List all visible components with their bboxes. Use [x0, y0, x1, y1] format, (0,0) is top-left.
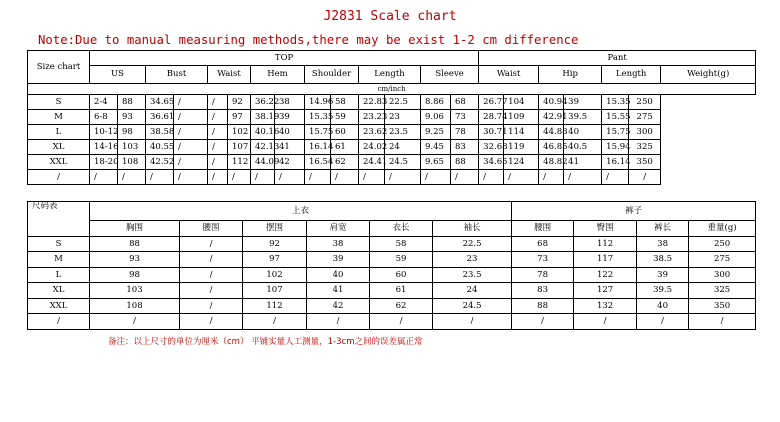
- section-header-row: [28, 51, 756, 66]
- value-cell: 103: [118, 140, 146, 155]
- value-cell: /: [174, 95, 208, 110]
- header-bust: Bust: [146, 66, 208, 84]
- unit-label: cm/inch: [28, 84, 756, 95]
- value-cell: 117: [574, 252, 637, 268]
- cn-header-cell: 裤长: [637, 221, 689, 237]
- value-cell: 103: [90, 283, 180, 299]
- value-cell: /: [208, 170, 228, 185]
- value-cell: 42.91: [539, 110, 564, 125]
- value-cell: 250: [629, 95, 661, 110]
- value-cell: 24.41: [359, 155, 385, 170]
- value-cell: /: [275, 170, 305, 185]
- value-cell: 61: [331, 140, 359, 155]
- value-cell: 23: [433, 252, 512, 268]
- value-cell: 58: [370, 236, 433, 252]
- value-cell: 40.16: [251, 125, 275, 140]
- value-cell: 14.96: [305, 95, 331, 110]
- value-cell: 58: [331, 95, 359, 110]
- value-cell: 39: [564, 95, 602, 110]
- value-cell: /: [146, 170, 174, 185]
- column-header-row: [28, 66, 756, 84]
- table-row: [28, 125, 756, 140]
- value-cell: /: [539, 170, 564, 185]
- value-cell: /: [574, 314, 637, 330]
- value-cell: 114: [504, 125, 539, 140]
- value-cell: 107: [228, 140, 251, 155]
- value-cell: 73: [512, 252, 574, 268]
- size-table-chinese: [27, 201, 756, 330]
- top-section-header: TOP: [90, 51, 479, 66]
- value-cell: 38: [637, 236, 689, 252]
- table-row: [28, 110, 756, 125]
- value-cell: 15.35: [305, 110, 331, 125]
- value-cell: 24: [385, 140, 421, 155]
- value-cell: 88: [118, 95, 146, 110]
- value-cell: 44.09: [251, 155, 275, 170]
- value-cell: 60: [331, 125, 359, 140]
- value-cell: 40.55: [146, 140, 174, 155]
- value-cell: 350: [689, 298, 756, 314]
- header-pant-length: Length: [602, 66, 661, 84]
- value-cell: 78: [512, 267, 574, 283]
- size-cell: XL: [28, 140, 90, 155]
- value-cell: /: [305, 170, 331, 185]
- value-cell: 30.71: [479, 125, 504, 140]
- cn-section-header-row: [28, 202, 756, 221]
- value-cell: /: [208, 125, 228, 140]
- value-cell: 24.02: [359, 140, 385, 155]
- value-cell: 62: [331, 155, 359, 170]
- table-row: [28, 95, 756, 110]
- value-cell: 23.62: [359, 125, 385, 140]
- value-cell: 109: [504, 110, 539, 125]
- header-length: Length: [359, 66, 421, 84]
- value-cell: 98: [90, 267, 180, 283]
- size-cell: M: [28, 110, 90, 125]
- value-cell: 42.13: [251, 140, 275, 155]
- value-cell: 26.77: [479, 95, 504, 110]
- value-cell: 40.5: [564, 140, 602, 155]
- value-cell: 23.5: [385, 125, 421, 140]
- size-cell: L: [28, 267, 90, 283]
- value-cell: 16.54: [305, 155, 331, 170]
- value-cell: 23: [385, 110, 421, 125]
- value-cell: 88: [90, 236, 180, 252]
- value-cell: 40: [307, 267, 370, 283]
- footnote-cn: 备注：以上尺寸的单位为厘米（cm） 平铺实量人工测量，1-3cm之间的误差属正常: [108, 337, 423, 347]
- size-cell: XL: [28, 283, 90, 299]
- value-cell: 300: [629, 125, 661, 140]
- value-cell: 98: [118, 125, 146, 140]
- size-chart-header: Size chart: [28, 51, 90, 84]
- value-cell: 68: [512, 236, 574, 252]
- value-cell: 93: [90, 252, 180, 268]
- cn-corner-header: 尺码表: [28, 202, 90, 237]
- value-cell: 22.83: [359, 95, 385, 110]
- value-cell: /: [451, 170, 479, 185]
- value-cell: 38.5: [637, 252, 689, 268]
- value-cell: 10-12: [90, 125, 118, 140]
- value-cell: /: [564, 170, 602, 185]
- value-cell: 78: [451, 125, 479, 140]
- value-cell: 44.88: [539, 125, 564, 140]
- table-row: [28, 283, 756, 299]
- chart-title: J2831 Scale chart: [323, 9, 457, 24]
- value-cell: 9.65: [421, 155, 451, 170]
- value-cell: /: [479, 170, 504, 185]
- size-table-english: [27, 50, 756, 185]
- value-cell: 119: [504, 140, 539, 155]
- value-cell: 40: [275, 125, 305, 140]
- value-cell: /: [174, 140, 208, 155]
- value-cell: 23.5: [433, 267, 512, 283]
- value-cell: 38: [275, 95, 305, 110]
- value-cell: 36.22: [251, 95, 275, 110]
- value-cell: 48.82: [539, 155, 564, 170]
- pant-section-header: Pant: [479, 51, 756, 66]
- cn-header-cell: 摆围: [243, 221, 307, 237]
- value-cell: 275: [689, 252, 756, 268]
- value-cell: /: [208, 95, 228, 110]
- cn-top-section-header: 上衣: [90, 202, 512, 221]
- value-cell: /: [174, 155, 208, 170]
- value-cell: 39: [275, 110, 305, 125]
- value-cell: /: [174, 125, 208, 140]
- value-cell: 104: [504, 95, 539, 110]
- value-cell: /: [433, 314, 512, 330]
- value-cell: 18-20: [90, 155, 118, 170]
- value-cell: /: [180, 298, 243, 314]
- table-row: [28, 140, 756, 155]
- value-cell: /: [180, 283, 243, 299]
- value-cell: 350: [629, 155, 661, 170]
- value-cell: 38.58: [146, 125, 174, 140]
- table-row: [28, 298, 756, 314]
- value-cell: /: [180, 267, 243, 283]
- cn-header-cell: 臀围: [574, 221, 637, 237]
- value-cell: 41: [275, 140, 305, 155]
- cn-header-cell: 重量(g): [689, 221, 756, 237]
- size-cell: /: [28, 314, 90, 330]
- cn-column-header-row: [28, 221, 756, 237]
- value-cell: 34.65: [479, 155, 504, 170]
- value-cell: 15.94: [602, 140, 629, 155]
- table-row: [28, 170, 756, 185]
- value-cell: /: [208, 155, 228, 170]
- value-cell: /: [689, 314, 756, 330]
- value-cell: 42: [307, 298, 370, 314]
- value-cell: 112: [574, 236, 637, 252]
- value-cell: 39: [307, 252, 370, 268]
- header-shoulder: Shoulder: [305, 66, 359, 84]
- value-cell: 108: [118, 155, 146, 170]
- value-cell: /: [421, 170, 451, 185]
- header-pant-waist: Waist: [479, 66, 539, 84]
- value-cell: 59: [370, 252, 433, 268]
- value-cell: 40: [564, 125, 602, 140]
- value-cell: 46.85: [539, 140, 564, 155]
- value-cell: /: [331, 170, 359, 185]
- value-cell: 112: [228, 155, 251, 170]
- value-cell: 73: [451, 110, 479, 125]
- value-cell: 28.74: [479, 110, 504, 125]
- value-cell: 68: [451, 95, 479, 110]
- value-cell: 275: [629, 110, 661, 125]
- value-cell: /: [180, 314, 243, 330]
- value-cell: 24: [433, 283, 512, 299]
- value-cell: 88: [512, 298, 574, 314]
- header-hem: Hem: [251, 66, 305, 84]
- value-cell: /: [180, 252, 243, 268]
- value-cell: /: [602, 170, 629, 185]
- value-cell: /: [90, 170, 118, 185]
- value-cell: /: [504, 170, 539, 185]
- value-cell: /: [174, 170, 208, 185]
- header-sleeve: Sleeve: [421, 66, 479, 84]
- value-cell: 14-16: [90, 140, 118, 155]
- value-cell: 15.55: [602, 110, 629, 125]
- value-cell: 41: [564, 155, 602, 170]
- value-cell: 112: [243, 298, 307, 314]
- value-cell: 88: [451, 155, 479, 170]
- value-cell: 93: [118, 110, 146, 125]
- value-cell: /: [307, 314, 370, 330]
- value-cell: 24.5: [433, 298, 512, 314]
- cn-header-cell: 腰围: [512, 221, 574, 237]
- value-cell: 107: [243, 283, 307, 299]
- size-cell: /: [28, 170, 90, 185]
- value-cell: 132: [574, 298, 637, 314]
- value-cell: 38: [307, 236, 370, 252]
- value-cell: 102: [243, 267, 307, 283]
- cn-pant-section-header: 裤子: [512, 202, 756, 221]
- value-cell: 39.5: [564, 110, 602, 125]
- size-cell: XXL: [28, 298, 90, 314]
- value-cell: 15.75: [602, 125, 629, 140]
- value-cell: 97: [228, 110, 251, 125]
- value-cell: 40.94: [539, 95, 564, 110]
- measurement-note: Note:Due to manual measuring methods,there may be exist 1-2 cm difference: [38, 33, 579, 47]
- size-cell: S: [28, 95, 90, 110]
- value-cell: 300: [689, 267, 756, 283]
- header-us: US: [90, 66, 146, 84]
- header-weight: Weight(g): [661, 66, 756, 84]
- value-cell: 124: [504, 155, 539, 170]
- value-cell: 250: [689, 236, 756, 252]
- value-cell: 61: [370, 283, 433, 299]
- value-cell: 108: [90, 298, 180, 314]
- size-cell: M: [28, 252, 90, 268]
- value-cell: 39: [637, 267, 689, 283]
- value-cell: /: [629, 170, 661, 185]
- value-cell: /: [118, 170, 146, 185]
- value-cell: 6-8: [90, 110, 118, 125]
- value-cell: 92: [243, 236, 307, 252]
- table-row: [28, 155, 756, 170]
- value-cell: 8.86: [421, 95, 451, 110]
- value-cell: 9.25: [421, 125, 451, 140]
- value-cell: /: [637, 314, 689, 330]
- value-cell: 325: [629, 140, 661, 155]
- header-waist: Waist: [208, 66, 251, 84]
- value-cell: 39.5: [637, 283, 689, 299]
- value-cell: 42: [275, 155, 305, 170]
- value-cell: 15.75: [305, 125, 331, 140]
- value-cell: 102: [228, 125, 251, 140]
- value-cell: 325: [689, 283, 756, 299]
- value-cell: 41: [307, 283, 370, 299]
- table-row: [28, 236, 756, 252]
- table-row: [28, 252, 756, 268]
- cn-header-cell: 肩宽: [307, 221, 370, 237]
- cn-header-cell: 腰围: [180, 221, 243, 237]
- cn-header-cell: 胸围: [90, 221, 180, 237]
- value-cell: 9.06: [421, 110, 451, 125]
- value-cell: 42.52: [146, 155, 174, 170]
- value-cell: 9.45: [421, 140, 451, 155]
- value-cell: 23.23: [359, 110, 385, 125]
- value-cell: /: [385, 170, 421, 185]
- size-cell: L: [28, 125, 90, 140]
- value-cell: /: [359, 170, 385, 185]
- value-cell: 83: [512, 283, 574, 299]
- unit-row: [28, 84, 756, 95]
- cn-header-cell: 袖长: [433, 221, 512, 237]
- size-cell: XXL: [28, 155, 90, 170]
- value-cell: 62: [370, 298, 433, 314]
- value-cell: /: [512, 314, 574, 330]
- value-cell: 32.68: [479, 140, 504, 155]
- value-cell: 60: [370, 267, 433, 283]
- value-cell: 97: [243, 252, 307, 268]
- value-cell: 22.5: [433, 236, 512, 252]
- value-cell: 34.65: [146, 95, 174, 110]
- value-cell: 40: [637, 298, 689, 314]
- value-cell: 36.61: [146, 110, 174, 125]
- value-cell: 38.19: [251, 110, 275, 125]
- value-cell: 83: [451, 140, 479, 155]
- value-cell: /: [208, 140, 228, 155]
- table-row: [28, 267, 756, 283]
- value-cell: 16.14: [602, 155, 629, 170]
- value-cell: 16.14: [305, 140, 331, 155]
- value-cell: /: [370, 314, 433, 330]
- value-cell: 92: [228, 95, 251, 110]
- value-cell: /: [208, 110, 228, 125]
- value-cell: /: [90, 314, 180, 330]
- table-row: [28, 314, 756, 330]
- header-hip: Hip: [539, 66, 602, 84]
- cn-header-cell: 衣长: [370, 221, 433, 237]
- value-cell: 122: [574, 267, 637, 283]
- value-cell: /: [251, 170, 275, 185]
- value-cell: /: [180, 236, 243, 252]
- value-cell: 2-4: [90, 95, 118, 110]
- value-cell: 59: [331, 110, 359, 125]
- value-cell: 22.5: [385, 95, 421, 110]
- value-cell: /: [243, 314, 307, 330]
- value-cell: 24.5: [385, 155, 421, 170]
- value-cell: 127: [574, 283, 637, 299]
- size-cell: S: [28, 236, 90, 252]
- value-cell: /: [228, 170, 251, 185]
- value-cell: /: [174, 110, 208, 125]
- value-cell: 15.35: [602, 95, 629, 110]
